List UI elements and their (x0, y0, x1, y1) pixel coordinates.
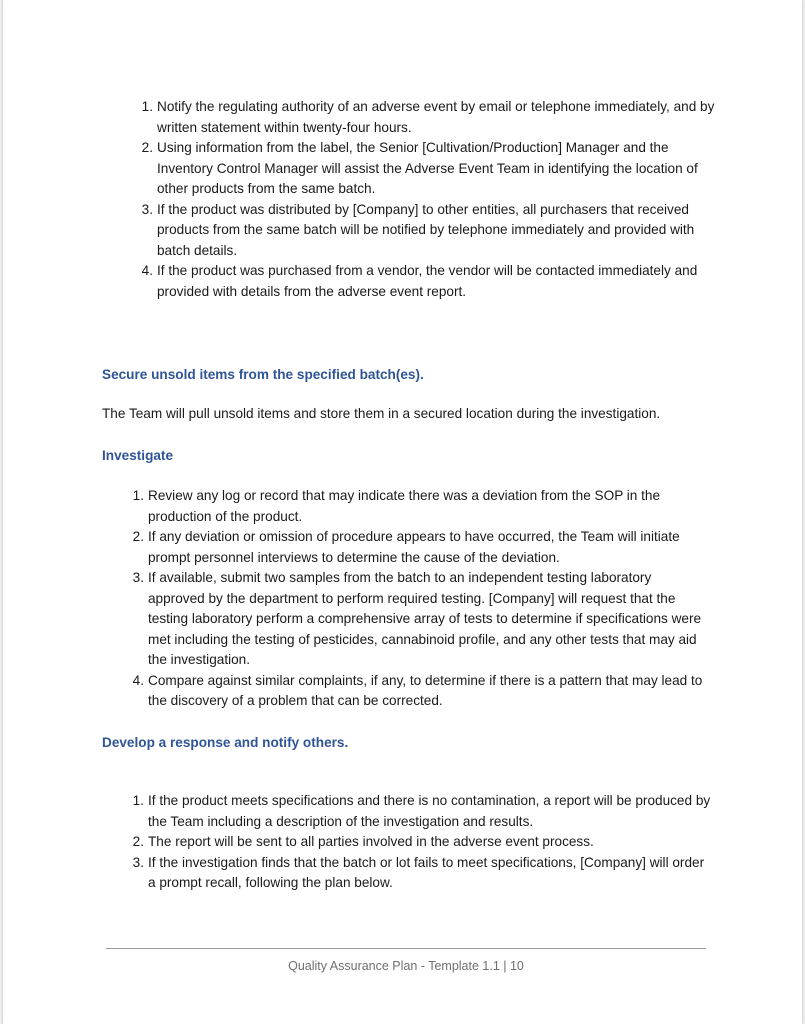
document-page (3, 0, 802, 1024)
list-item-text: Compare against similar complaints, if any, to determine if there is a pattern that may lead to the discovery of a problem that can be corrected. (148, 672, 703, 708)
list-item-text: The report will be sent to all parties involved in the adverse event process. (148, 834, 594, 849)
list-item-text: Review any log or record that may indicate there was a deviation from the SOP in the production of the product. (148, 488, 661, 524)
list-item-number: 2. (132, 834, 144, 849)
footer-divider (106, 948, 706, 949)
list-item-text: If any deviation or omission of procedure appears to have occurred, the Team will initiate prompt personnel interviews to determine the cause of the deviation. (148, 529, 680, 565)
list-item (132, 671, 708, 712)
list-item-number: 4. (141, 263, 153, 278)
list-item-number: 4. (132, 672, 144, 688)
list-item-number: 2. (141, 140, 153, 155)
list-item-text: If available, submit two samples from the batch to an independent testing laboratory approved by the department to perform required testing. [Company] will request that the testing laboratory perform a comprehensive array of tests to determine if specifications were met including the testing of pesticides, cannabinoid profile, and any other tests that may aid the investigation. (148, 570, 702, 667)
list-item (132, 853, 713, 894)
list-item (141, 200, 717, 262)
list-item (141, 97, 717, 138)
list-item-number: 3. (132, 570, 144, 585)
develop-response-heading: Develop a response and notify others. (102, 735, 349, 750)
secure-unsold-heading: Secure unsold items from the specified batch(es). (102, 367, 424, 382)
list-item-number: 3. (141, 201, 153, 217)
list-item-text: Notify the regulating authority of an adverse event by email or telephone immediately, and by written statement within twenty-four hours. (157, 99, 715, 135)
page-footer: Quality Assurance Plan - Template 1.1 | 10 (288, 959, 524, 973)
secure-unsold-paragraph: The Team will pull unsold items and store them in a secured location during the investigation. (102, 406, 661, 421)
list-item (132, 527, 708, 568)
investigate-heading: Investigate (102, 448, 174, 463)
list-item-text: If the product meets specifications and there is no contamination, a report will be produced by the Team including a description of the investigation and results. (148, 793, 711, 829)
notification-steps-list (141, 97, 717, 302)
list-item-text: If the product was distributed by [Company] to other entities, all purchasers that received products from the same batch will be notified by telephone immediately and provided with batch details. (157, 201, 695, 258)
list-item-text: If the investigation finds that the batch or lot fails to meet specifications, [Company] will order a prompt recall, following the plan below. (148, 854, 705, 890)
develop-response-steps-list (132, 791, 713, 894)
list-item-number: 1. (132, 793, 144, 808)
list-item (132, 486, 708, 527)
list-item (141, 138, 717, 200)
list-item-number: 2. (132, 529, 144, 544)
list-item-number: 1. (132, 488, 144, 503)
investigate-steps-list (132, 486, 708, 712)
list-item (141, 261, 717, 302)
list-item-number: 3. (132, 854, 144, 870)
list-item-number: 1. (141, 99, 153, 114)
list-item-text: If the product was purchased from a vendor, the vendor will be contacted immediately and provided with details from the adverse event report. (157, 263, 698, 299)
list-item-text: Using information from the label, the Senior [Cultivation/Production] Manager and the Inventory Control Manager will assist the Adverse Event Team in identifying the location of other products from the same batch. (157, 140, 698, 196)
list-item (132, 568, 708, 671)
list-item (132, 791, 713, 832)
list-item (132, 832, 713, 853)
